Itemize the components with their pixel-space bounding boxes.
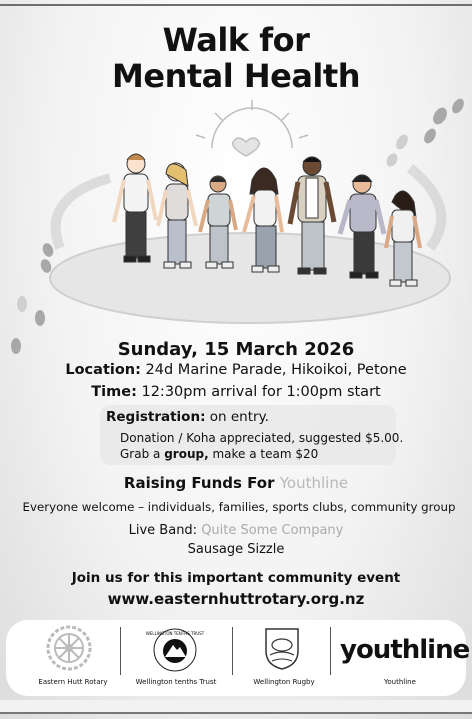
live-band-line — [0, 523, 472, 538]
time-value: 12:30pm arrival for 1:00pm start — [141, 384, 381, 400]
sponsor-name-3: Wellington Rugby — [253, 678, 315, 686]
separator-2 — [232, 627, 233, 675]
donation-line: Donation / Koha appreciated, suggested $5.00. — [120, 431, 404, 445]
event-time — [0, 384, 472, 400]
bottom-border — [0, 712, 472, 714]
registration-line — [106, 409, 269, 425]
welcome-text: Everyone welcome – individuals, families, sports clubs, community group — [22, 500, 456, 514]
time-label: Time: — [91, 384, 137, 400]
path-ground — [50, 233, 450, 323]
walkers-illustration — [0, 108, 472, 338]
registration-value: on entry. — [209, 409, 269, 425]
sponsor-name-2: Wellington tenths Trust — [135, 678, 217, 686]
sponsor-name-1: Eastern Hutt Rotary — [38, 678, 108, 686]
event-location — [0, 362, 472, 378]
sausage-sizzle: Sausage Sizzle — [187, 542, 285, 557]
team-prefix: Grab a — [120, 447, 161, 461]
mountain-seal-icon — [145, 627, 205, 673]
join-us-text: Join us for this important community event — [71, 570, 401, 586]
title-line-2: Mental Health — [112, 57, 360, 95]
sponsor-name-4: Youthline — [384, 678, 416, 686]
title-line-1: Walk for — [162, 21, 310, 59]
youthline-wordmark: youthline — [340, 635, 470, 665]
band-name: Quite Some Company — [201, 523, 344, 538]
separator-1 — [120, 627, 121, 675]
rotary-wheel-icon — [46, 625, 92, 671]
team-bold: group, — [164, 447, 209, 461]
event-date: Sunday, 15 March 2026 — [117, 339, 355, 360]
registration-label: Registration: — [106, 409, 206, 425]
raising-label: Raising Funds For — [123, 474, 275, 492]
team-line — [120, 447, 318, 461]
location-value: 24d Marine Parade, Hikoikoi, Petone — [145, 362, 407, 378]
top-border — [0, 4, 472, 6]
raising-funds-heading — [0, 474, 472, 492]
rugby-crest-icon — [262, 627, 302, 671]
raising-org: Youthline — [279, 474, 349, 492]
band-label: Live Band: — [128, 523, 198, 538]
sun-heart-icon — [196, 100, 308, 156]
website-url[interactable]: www.easternhuttrotary.org.nz — [107, 590, 365, 608]
separator-3 — [330, 627, 331, 675]
location-label: Location: — [65, 362, 141, 378]
seal-text: WELLINGTON TENTHS TRUST — [145, 631, 205, 636]
team-suffix: make a team $20 — [212, 447, 319, 461]
bottom-strip — [0, 700, 472, 712]
